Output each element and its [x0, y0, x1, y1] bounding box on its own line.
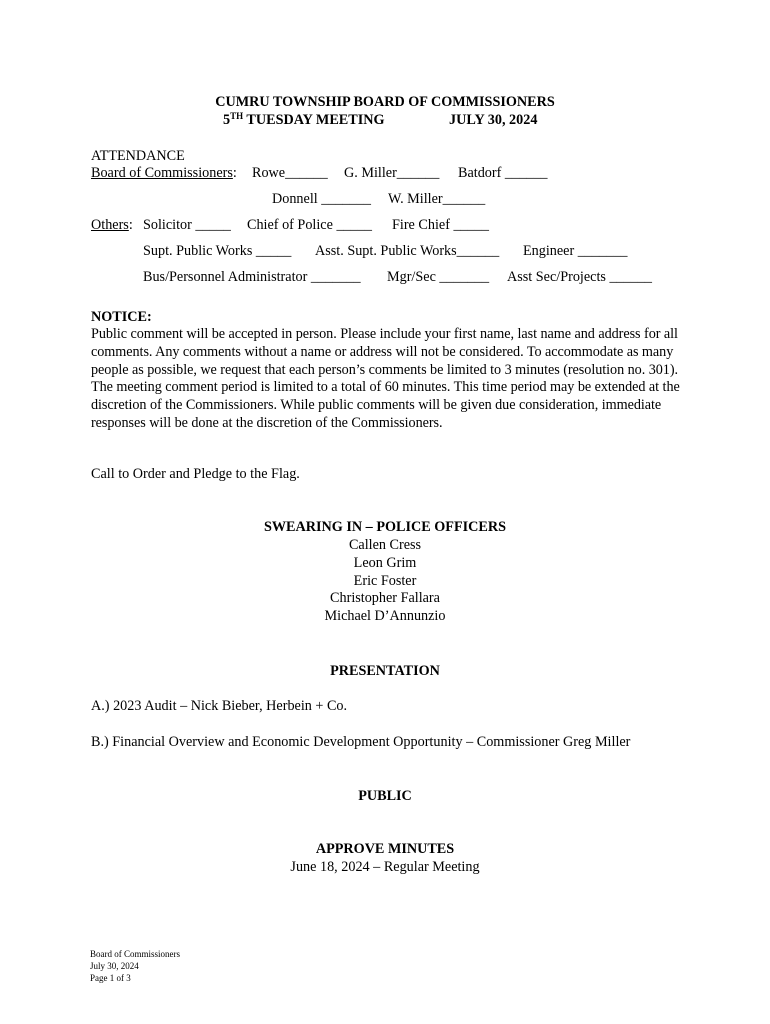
attendance-g-miller: G. Miller______: [344, 165, 440, 181]
attendance-asst-sec-projects: Asst Sec/Projects ______: [507, 269, 653, 285]
footer-line-2: July 30, 2024: [90, 961, 139, 971]
officer-name: Michael D’Annunzio: [324, 608, 446, 625]
officer-list: [0, 537, 770, 626]
officer-name: Eric Foster: [353, 572, 417, 589]
attendance-rowe: Rowe______: [252, 165, 328, 181]
others-label-text: Others: [91, 217, 129, 233]
attendance-solicitor: Solicitor _____: [143, 217, 231, 233]
meeting-date: JULY 30, 2024: [449, 112, 538, 128]
attendance-w-miller: W. Miller______: [388, 191, 486, 207]
document-title: CUMRU TOWNSHIP BOARD OF COMMISSIONERS: [215, 94, 555, 110]
notice-heading: NOTICE:: [91, 309, 152, 325]
meeting-ordinal-suffix: TH: [230, 111, 244, 121]
officer-name: Christopher Fallara: [330, 590, 440, 607]
approve-minutes-heading: APPROVE MINUTES: [315, 841, 455, 857]
attendance-asst-supt-public-works: Asst. Supt. Public Works______: [315, 243, 500, 259]
footer-line-1: Board of Commissioners: [90, 949, 180, 959]
swearing-in-heading: SWEARING IN – POLICE OFFICERS: [263, 519, 506, 535]
attendance-batdorf: Batdorf ______: [458, 165, 548, 181]
approve-minutes-item: June 18, 2024 – Regular Meeting: [290, 859, 480, 875]
attendance-chief-of-police: Chief of Police _____: [247, 217, 372, 233]
notice-body: Public comment will be accepted in person. Please include your first name, last name and address for all comments. Any comments without a name or address will not be considered. To accommodate as many people as possible, we request that each person’s comments be limited to 3 minutes (resolution no. 301). The meeting comment period is limited to a total of 60 minutes. This time period may be extended at the discretion of the Commissioners. While public comments will be given due consideration, immediate responses will be done at the discretion of the Commissioners.: [91, 326, 680, 431]
others-label: Others:: [91, 217, 133, 233]
footer-page-number: Page 1 of 3: [90, 973, 131, 983]
attendance-bus-personnel-admin: Bus/Personnel Administrator _______: [143, 269, 361, 285]
board-label-text: Board of Commissioners: [91, 165, 233, 181]
presentation-item-b: B.) Financial Overview and Economic Development Opportunity – Commissioner Greg Miller: [91, 734, 631, 750]
meeting-ordinal: 5: [223, 112, 231, 128]
meeting-name-text: TUESDAY MEETING: [246, 112, 385, 128]
attendance-engineer: Engineer _______: [523, 243, 628, 259]
attendance-fire-chief: Fire Chief _____: [392, 217, 489, 233]
public-heading: PUBLIC: [358, 788, 412, 804]
attendance-mgr-sec: Mgr/Sec _______: [387, 269, 490, 285]
attendance-supt-public-works: Supt. Public Works _____: [143, 243, 292, 259]
board-label: Board of Commissioners:: [91, 165, 237, 181]
meeting-name: [223, 111, 385, 129]
call-to-order: Call to Order and Pledge to the Flag.: [91, 466, 300, 482]
attendance-donnell: Donnell _______: [272, 191, 371, 207]
attendance-heading: ATTENDANCE: [91, 148, 185, 164]
presentation-item-a: A.) 2023 Audit – Nick Bieber, Herbein + Co.: [91, 698, 348, 714]
officer-name: Callen Cress: [348, 537, 422, 553]
presentation-heading: PRESENTATION: [330, 663, 440, 679]
officer-name: Leon Grim: [353, 554, 417, 571]
